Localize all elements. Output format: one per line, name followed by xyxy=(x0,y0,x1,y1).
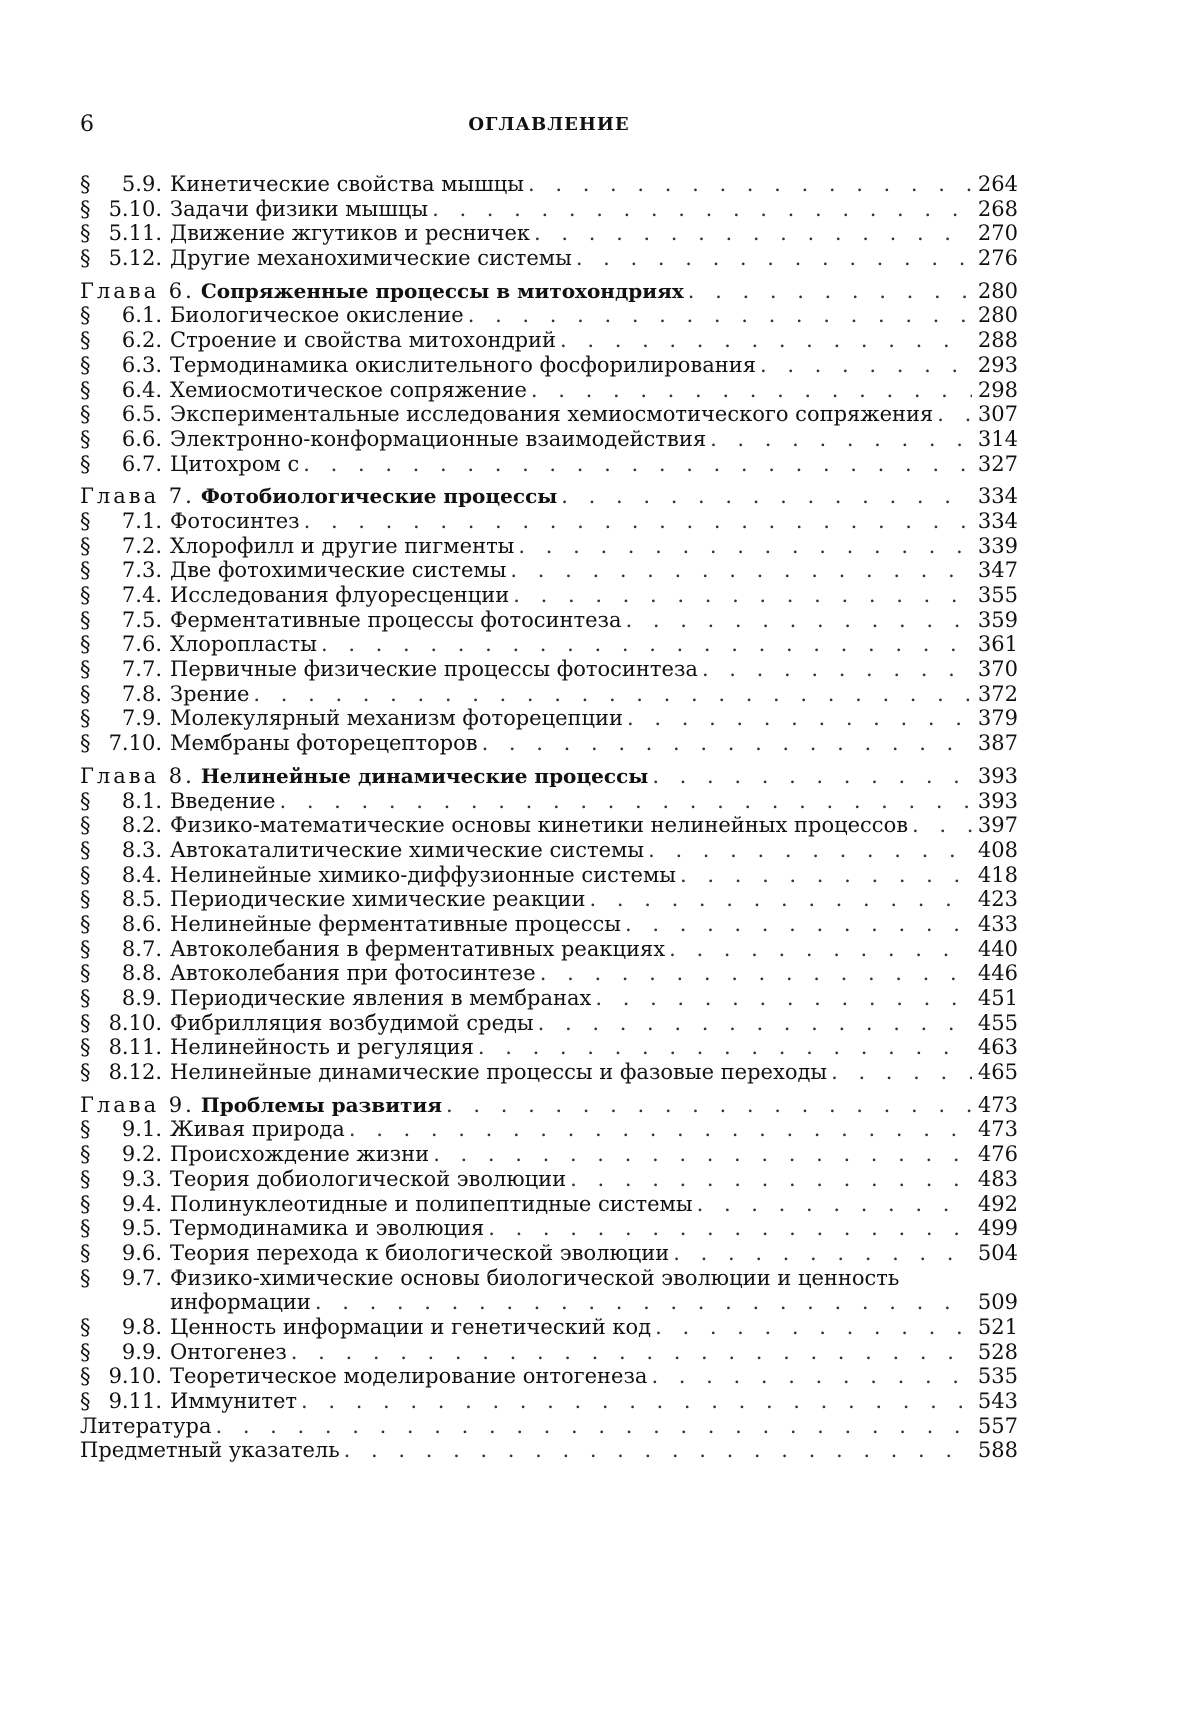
section-sign: § xyxy=(80,221,91,246)
section-number: 6.6. xyxy=(121,426,162,451)
page-ref: 334 xyxy=(977,508,1018,533)
page-ref: 361 xyxy=(977,632,1018,657)
section-number: 9.9. xyxy=(121,1339,162,1364)
dot-leader xyxy=(301,1389,972,1414)
dot-leader xyxy=(304,509,972,534)
page-ref: 473 xyxy=(977,1092,1018,1117)
toc-section-row xyxy=(80,452,1018,477)
section-number: 8.5. xyxy=(121,887,162,912)
page-ref: 288 xyxy=(977,328,1018,353)
section-title: Теория добиологической эволюции xyxy=(170,1166,567,1191)
page-ref: 483 xyxy=(977,1166,1018,1191)
toc-section-row xyxy=(80,1117,1018,1142)
dot-leader xyxy=(433,1142,972,1167)
dot-leader xyxy=(652,764,972,789)
section-sign: § xyxy=(80,1117,91,1142)
page-ref: 293 xyxy=(977,352,1018,377)
section-title: Иммунитет xyxy=(170,1389,297,1413)
section-number: 7.1. xyxy=(121,508,162,533)
page-ref: 463 xyxy=(977,1035,1018,1060)
toc-section-row xyxy=(80,838,1018,863)
page-ref: 270 xyxy=(977,221,1018,246)
dot-leader xyxy=(215,1414,972,1439)
section-title: Нелинейность и регуляция xyxy=(170,1035,474,1060)
dot-leader xyxy=(513,583,972,608)
dot-leader xyxy=(595,986,972,1011)
dot-leader xyxy=(570,1167,972,1192)
section-number: 8.2. xyxy=(121,813,162,838)
section-sign: § xyxy=(80,377,91,402)
page-ref: 334 xyxy=(977,484,1018,509)
page-ref: 499 xyxy=(977,1216,1018,1241)
toc-section-row xyxy=(80,657,1018,682)
toc-section-row xyxy=(80,863,1018,888)
toc-section-row xyxy=(80,789,1018,814)
toc-section-row xyxy=(80,1389,1018,1414)
page-ref: 268 xyxy=(977,196,1018,221)
section-number: 7.6. xyxy=(121,632,162,657)
section-number: 7.9. xyxy=(121,706,162,731)
toc-chapter-row xyxy=(80,764,1018,789)
section-number: 7.7. xyxy=(121,657,162,682)
page-ref: 509 xyxy=(977,1290,1018,1315)
section-number: 8.12. xyxy=(108,1060,162,1085)
dot-leader xyxy=(831,1060,972,1085)
section-sign: § xyxy=(80,986,91,1010)
section-sign: § xyxy=(80,172,91,196)
section-number: 8.10. xyxy=(108,1010,162,1035)
entry-title: Литература xyxy=(80,1413,212,1438)
toc-section-row xyxy=(80,706,1018,731)
toc-chapter-row xyxy=(80,279,1018,304)
toc-section-row xyxy=(80,1011,1018,1036)
dot-leader xyxy=(321,632,972,657)
toc-section-continuation xyxy=(80,1290,1018,1315)
section-sign: § xyxy=(80,1010,91,1035)
section-sign: § xyxy=(80,632,91,657)
toc-section-row xyxy=(80,632,1018,657)
section-sign: § xyxy=(80,936,91,961)
page-header xyxy=(80,112,1018,142)
page-ref: 387 xyxy=(977,731,1018,756)
section-number: 8.11. xyxy=(108,1035,162,1060)
page-ref: 408 xyxy=(977,837,1018,862)
section-number: 6.2. xyxy=(121,328,162,353)
section-sign: § xyxy=(80,533,91,558)
section-sign: § xyxy=(80,1240,91,1265)
section-number: 8.3. xyxy=(121,837,162,862)
section-sign: § xyxy=(80,1265,91,1290)
section-number: 9.11. xyxy=(108,1389,162,1413)
toc-section-row xyxy=(80,402,1018,427)
toc-section-row xyxy=(80,1167,1018,1192)
chapter-label: Глава 9. xyxy=(80,1092,195,1117)
page-ref: 473 xyxy=(977,1117,1018,1142)
dot-leader xyxy=(344,1438,972,1463)
toc-section-row xyxy=(80,328,1018,353)
dot-leader xyxy=(518,534,972,559)
section-title: Фибрилляция возбудимой среды xyxy=(170,1010,534,1035)
section-title: Ценность информации и генетический код xyxy=(170,1314,652,1339)
section-title: Физико-математические основы кинетики нелинейных процессов xyxy=(170,813,909,838)
dot-leader xyxy=(673,1241,972,1266)
page-ref: 314 xyxy=(977,426,1018,451)
toc-section-row xyxy=(80,221,1018,246)
page-ref: 492 xyxy=(977,1191,1018,1216)
page-ref: 397 xyxy=(977,813,1018,838)
section-sign: § xyxy=(80,328,91,353)
toc-section-row xyxy=(80,937,1018,962)
toc-section-row xyxy=(80,197,1018,222)
section-number: 7.4. xyxy=(121,583,162,607)
section-number: 9.3. xyxy=(121,1166,162,1191)
section-title: Физико-химические основы биологической эволюции и ценность xyxy=(170,1265,900,1290)
toc-section-row xyxy=(80,986,1018,1011)
page-ref: 446 xyxy=(977,961,1018,986)
section-title: Полинуклеотидные и полипептидные системы xyxy=(170,1191,693,1216)
section-sign: § xyxy=(80,961,91,986)
toc-section-row xyxy=(80,353,1018,378)
section-title: Задачи физики мышцы xyxy=(170,196,429,221)
toc-section-row xyxy=(80,1142,1018,1167)
toc-section-row xyxy=(80,1241,1018,1266)
toc-section-row xyxy=(80,427,1018,452)
section-sign: § xyxy=(80,1060,91,1085)
section-title: Периодические химические реакции xyxy=(170,887,586,912)
toc-section-row xyxy=(80,1216,1018,1241)
section-title: Хлоропласты xyxy=(170,632,317,657)
section-number: 6.4. xyxy=(121,377,162,402)
toc-section-row xyxy=(80,813,1018,838)
dot-leader xyxy=(538,1011,972,1036)
toc-section-row xyxy=(80,1266,1018,1291)
dot-leader xyxy=(315,1290,972,1315)
section-number: 8.4. xyxy=(121,862,162,887)
section-number: 7.5. xyxy=(121,607,162,632)
dot-leader xyxy=(590,887,972,912)
toc-section-row xyxy=(80,887,1018,912)
chapter-label: Глава 8. xyxy=(80,763,195,788)
toc-section-row xyxy=(80,682,1018,707)
section-sign: § xyxy=(80,303,91,328)
section-title: Кинетические свойства мышцы xyxy=(170,172,524,196)
chapter-title: Фотобиологические процессы xyxy=(200,484,558,509)
section-sign: § xyxy=(80,352,91,377)
page-ref: 543 xyxy=(977,1389,1018,1413)
dot-leader xyxy=(702,657,972,682)
section-number: 5.11. xyxy=(108,221,162,246)
toc-chapter-row xyxy=(80,1093,1018,1118)
section-title: Нелинейные динамические процессы и фазовые переходы xyxy=(170,1060,828,1085)
dot-leader xyxy=(432,197,972,222)
page-ref: 433 xyxy=(977,911,1018,936)
section-title: Введение xyxy=(170,788,276,813)
page-ref: 476 xyxy=(977,1142,1018,1167)
section-number: 5.10. xyxy=(108,196,162,221)
section-sign: § xyxy=(80,1191,91,1216)
dot-leader xyxy=(576,246,972,271)
section-number: 6.1. xyxy=(121,303,162,328)
running-title: ОГЛАВЛЕНИЕ xyxy=(468,114,630,135)
toc-section-row xyxy=(80,608,1018,633)
toc-section-row xyxy=(80,912,1018,937)
section-title: Автокаталитические химические системы xyxy=(170,837,645,862)
toc-section-row xyxy=(80,172,1018,197)
dot-leader xyxy=(760,353,972,378)
section-sign: § xyxy=(80,1389,91,1413)
page-ref: 557 xyxy=(977,1413,1018,1438)
dot-leader xyxy=(291,1340,972,1365)
chapter-label: Глава 6. xyxy=(80,278,195,303)
section-title: Хемиосмотическое сопряжение xyxy=(170,377,527,402)
dot-leader xyxy=(697,1192,972,1217)
section-number: 9.8. xyxy=(121,1314,162,1339)
section-title: Молекулярный механизм фоторецепции xyxy=(170,706,624,731)
toc-section-row xyxy=(80,1315,1018,1340)
section-sign: § xyxy=(80,1142,91,1167)
chapter-title: Нелинейные динамические процессы xyxy=(200,763,649,788)
section-sign: § xyxy=(80,583,91,607)
page-ref: 423 xyxy=(977,887,1018,912)
toc-section-row xyxy=(80,731,1018,756)
page-ref: 359 xyxy=(977,607,1018,632)
dot-leader xyxy=(625,912,972,937)
page-ref: 504 xyxy=(977,1240,1018,1265)
section-number: 8.6. xyxy=(121,911,162,936)
section-sign: § xyxy=(80,862,91,887)
toc-section-row xyxy=(80,534,1018,559)
page-ref: 298 xyxy=(977,377,1018,402)
dot-leader xyxy=(680,863,972,888)
toc-section-row xyxy=(80,509,1018,534)
page-number: 6 xyxy=(80,112,94,137)
section-number: 9.5. xyxy=(121,1216,162,1241)
section-title: Автоколебания при фотосинтезе xyxy=(170,961,536,986)
section-sign: § xyxy=(80,426,91,451)
toc-plain-row xyxy=(80,1414,1018,1439)
toc-section-row xyxy=(80,1340,1018,1365)
section-title: Нелинейные ферментативные процессы xyxy=(170,911,622,936)
toc-section-row xyxy=(80,1060,1018,1085)
section-title: Первичные физические процессы фотосинтеза xyxy=(170,657,698,682)
section-number: 8.8. xyxy=(121,961,162,986)
toc-section-row xyxy=(80,1035,1018,1060)
section-title: Две фотохимические системы xyxy=(170,558,507,583)
dot-leader xyxy=(279,789,972,814)
page-ref: 370 xyxy=(977,657,1018,682)
section-title: Онтогенез xyxy=(170,1339,287,1364)
section-sign: § xyxy=(80,681,91,706)
section-number: 5.12. xyxy=(108,246,162,271)
page-ref: 528 xyxy=(977,1339,1018,1364)
section-title: Мембраны фоторецепторов xyxy=(170,731,478,756)
section-sign: § xyxy=(80,1314,91,1339)
dot-leader xyxy=(253,682,972,707)
section-title: Теоретическое моделирование онтогенеза xyxy=(170,1364,648,1389)
dot-leader xyxy=(655,1315,972,1340)
section-title: Цитохром с xyxy=(170,451,300,476)
page-ref: 339 xyxy=(977,533,1018,558)
section-sign: § xyxy=(80,1339,91,1364)
dot-leader xyxy=(478,1035,972,1060)
section-sign: § xyxy=(80,1166,91,1191)
dot-leader xyxy=(912,813,972,838)
section-number: 7.3. xyxy=(121,558,162,583)
section-title: Хлорофилл и другие пигменты xyxy=(170,533,515,558)
section-number: 9.7. xyxy=(121,1265,162,1290)
section-number: 9.1. xyxy=(121,1117,162,1142)
section-title: Другие механохимические системы xyxy=(170,246,572,271)
dot-leader xyxy=(627,706,972,731)
dot-leader xyxy=(303,452,972,477)
section-title: Движение жгутиков и ресничек xyxy=(170,221,531,246)
section-sign: § xyxy=(80,1035,91,1060)
section-sign: § xyxy=(80,558,91,583)
dot-leader xyxy=(468,303,972,328)
section-number: 9.10. xyxy=(108,1364,162,1389)
dot-leader xyxy=(446,1093,972,1118)
dot-leader xyxy=(710,427,972,452)
section-number: 5.9. xyxy=(121,172,162,196)
page-ref: 455 xyxy=(977,1010,1018,1035)
dot-leader xyxy=(560,328,972,353)
section-title: Термодинамика и эволюция xyxy=(170,1216,485,1241)
section-title: Живая природа xyxy=(170,1117,345,1142)
section-title: Ферментативные процессы фотосинтеза xyxy=(170,607,622,632)
dot-leader xyxy=(482,731,972,756)
section-title: Фотосинтез xyxy=(170,508,300,533)
section-sign: § xyxy=(80,402,91,427)
page-ref: 372 xyxy=(977,681,1018,706)
page-ref: 393 xyxy=(977,763,1018,788)
chapter-title: Проблемы развития xyxy=(200,1092,443,1117)
table-of-contents xyxy=(80,172,1018,1463)
page-ref: 588 xyxy=(977,1438,1018,1463)
dot-leader xyxy=(648,838,972,863)
section-number: 6.5. xyxy=(121,402,162,427)
entry-title: Предметный указатель xyxy=(80,1438,340,1463)
section-title: Термодинамика окислительного фосфорилирования xyxy=(170,352,756,377)
section-title-continued: информации xyxy=(170,1290,311,1315)
section-sign: § xyxy=(80,1216,91,1241)
section-sign: § xyxy=(80,1364,91,1389)
dot-leader xyxy=(528,172,972,197)
page-ref: 280 xyxy=(977,303,1018,328)
page-ref: 280 xyxy=(977,278,1018,303)
section-number: 7.2. xyxy=(121,533,162,558)
page-ref: 355 xyxy=(977,583,1018,607)
section-title: Нелинейные химико-диффузионные системы xyxy=(170,862,677,887)
section-title: Экспериментальные исследования хемиосмотического сопряжения xyxy=(170,402,934,427)
toc-plain-row xyxy=(80,1438,1018,1463)
section-sign: § xyxy=(80,246,91,271)
section-number: 8.9. xyxy=(121,986,162,1010)
dot-leader xyxy=(669,937,972,962)
section-number: 8.7. xyxy=(121,936,162,961)
section-sign: § xyxy=(80,451,91,476)
section-title: Периодические явления в мембранах xyxy=(170,986,592,1010)
section-number: 9.6. xyxy=(121,1240,162,1265)
section-title: Исследования флуоресценции xyxy=(170,583,510,607)
section-sign: § xyxy=(80,837,91,862)
page-ref: 264 xyxy=(977,172,1018,196)
section-title: Электронно-конформационные взаимодействия xyxy=(170,426,707,451)
section-number: 9.4. xyxy=(121,1191,162,1216)
page-ref: 347 xyxy=(977,558,1018,583)
section-number: 7.8. xyxy=(121,681,162,706)
dot-leader xyxy=(540,961,972,986)
section-sign: § xyxy=(80,706,91,731)
section-title: Происхождение жизни xyxy=(170,1142,430,1167)
section-sign: § xyxy=(80,813,91,838)
section-sign: § xyxy=(80,196,91,221)
toc-section-row xyxy=(80,1192,1018,1217)
page-ref: 451 xyxy=(977,986,1018,1010)
section-title: Зрение xyxy=(170,681,250,706)
dot-leader xyxy=(937,402,972,427)
page-ref: 307 xyxy=(977,402,1018,427)
section-sign: § xyxy=(80,887,91,912)
dot-leader xyxy=(534,221,972,246)
chapter-label: Глава 7. xyxy=(80,484,195,509)
section-sign: § xyxy=(80,508,91,533)
page-ref: 327 xyxy=(977,451,1018,476)
section-number: 8.1. xyxy=(121,788,162,813)
page-ref: 276 xyxy=(977,246,1018,271)
page-ref: 440 xyxy=(977,936,1018,961)
page-ref: 535 xyxy=(977,1364,1018,1389)
section-number: 6.7. xyxy=(121,451,162,476)
toc-section-row xyxy=(80,246,1018,271)
dot-leader xyxy=(651,1364,972,1389)
toc-section-row xyxy=(80,378,1018,403)
section-title: Теория перехода к биологической эволюции xyxy=(170,1240,670,1265)
toc-section-row xyxy=(80,303,1018,328)
chapter-title: Сопряженные процессы в митохондриях xyxy=(200,278,684,303)
section-title: Биологическое окисление xyxy=(170,303,464,328)
section-sign: § xyxy=(80,911,91,936)
section-number: 9.2. xyxy=(121,1142,162,1167)
dot-leader xyxy=(349,1117,972,1142)
toc-section-row xyxy=(80,961,1018,986)
toc-section-row xyxy=(80,558,1018,583)
section-number: 7.10. xyxy=(108,731,162,756)
section-title: Автоколебания в ферментативных реакциях xyxy=(170,936,666,961)
section-title: Строение и свойства митохондрий xyxy=(170,328,557,353)
dot-leader xyxy=(626,608,973,633)
section-number: 6.3. xyxy=(121,352,162,377)
section-sign: § xyxy=(80,788,91,813)
page-ref: 418 xyxy=(977,862,1018,887)
section-sign: § xyxy=(80,657,91,682)
toc-section-row xyxy=(80,583,1018,608)
page-ref: 393 xyxy=(977,788,1018,813)
dot-leader xyxy=(561,484,972,509)
dot-leader xyxy=(488,1216,972,1241)
section-sign: § xyxy=(80,607,91,632)
page-ref: 465 xyxy=(977,1060,1018,1085)
dot-leader xyxy=(688,279,972,304)
page-ref: 521 xyxy=(977,1314,1018,1339)
dot-leader xyxy=(510,558,972,583)
section-sign: § xyxy=(80,731,91,756)
toc-section-row xyxy=(80,1364,1018,1389)
dot-leader xyxy=(531,378,972,403)
page-ref: 379 xyxy=(977,706,1018,731)
toc-chapter-row xyxy=(80,484,1018,509)
